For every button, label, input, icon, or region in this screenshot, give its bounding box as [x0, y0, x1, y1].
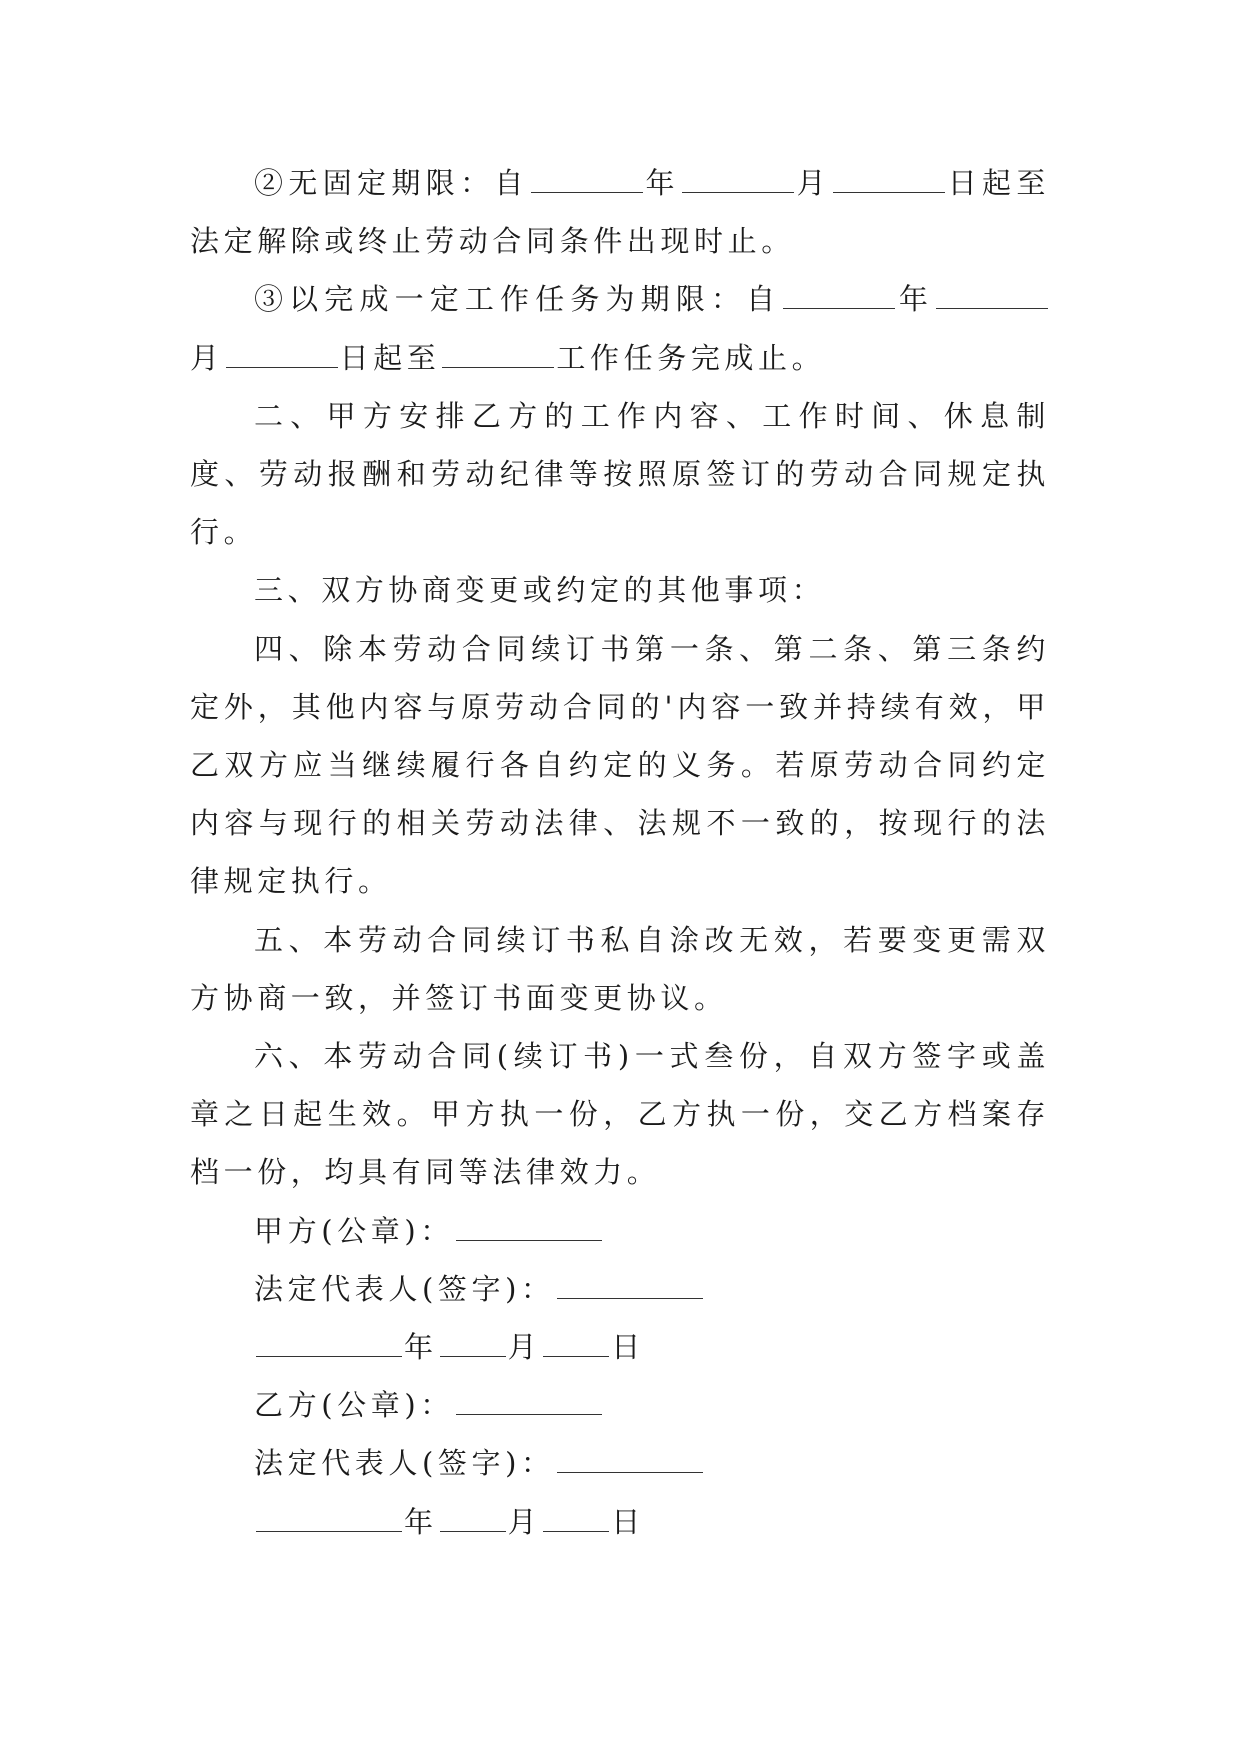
clause-task-term: [190, 270, 1050, 386]
party-b-seal-field: [456, 1390, 602, 1415]
day-label: 日: [611, 1504, 645, 1539]
blank-year-field: [531, 168, 643, 193]
party-b-rep-field: [557, 1448, 703, 1473]
date-year-field: [256, 1332, 402, 1357]
date-day-field: [543, 1332, 609, 1357]
party-a-date-line: [190, 1318, 1050, 1376]
blank-day-field: [833, 168, 945, 193]
party-b-seal-line: [190, 1376, 1050, 1434]
clause-task-term-suffix: 工作任务完成止。: [556, 340, 826, 375]
day-label: 日: [611, 1330, 645, 1365]
date-month-field: [440, 1507, 506, 1532]
party-b-date-line: [190, 1493, 1050, 1551]
month-label: 月: [507, 1330, 542, 1365]
blank-month-field: [682, 168, 794, 193]
party-a-seal-label: 甲方(公章)：: [254, 1213, 454, 1248]
blank-year-field: [783, 284, 895, 309]
party-a-rep-field: [557, 1274, 703, 1299]
party-a-seal-field: [456, 1216, 602, 1241]
party-b-rep-label: 法定代表人(签字)：: [254, 1446, 555, 1481]
blank-month-field: [936, 284, 1048, 309]
party-a-rep-line: [190, 1260, 1050, 1318]
year-label: 年: [404, 1504, 438, 1539]
clause-task-term-prefix: ③以完成一定工作任务为期限：自: [254, 282, 782, 317]
article-5: 五、本劳动合同续订书私自涂改无效，若要变更需双方协商一致，并签订书面变更协议。: [190, 922, 1050, 1015]
month-label: 月: [190, 340, 224, 375]
clause-open-term-suffix: 日起至法定解除或终止劳动合同条件出现时止。: [190, 166, 1050, 259]
clause-open-term: [190, 154, 1050, 270]
year-label: 年: [644, 166, 680, 200]
article-2: 二、甲方安排乙方的工作内容、工作时间、休息制度、劳动报酬和劳动纪律等按照原签订的劳动合同规定执行。: [190, 398, 1050, 550]
document-body: [190, 154, 1050, 1551]
clause-task-term-mid: 日起至: [339, 340, 441, 375]
article-6: 六、本劳动合同(续订书)一式叁份，自双方签字或盖章之日起生效。甲方执一份，乙方执一份，交乙方档案存档一份，均具有同等法律效力。: [190, 1039, 1050, 1190]
date-day-field: [543, 1507, 609, 1532]
article-3: 三、双方协商变更或约定的其他事项：: [254, 573, 826, 608]
date-year-field: [256, 1507, 402, 1532]
month-label: 月: [795, 166, 831, 200]
party-a-rep-label: 法定代表人(签字)：: [254, 1271, 555, 1306]
month-label: 月: [507, 1504, 542, 1539]
blank-day-field: [226, 343, 338, 368]
date-month-field: [440, 1332, 506, 1357]
party-b-rep-line: [190, 1434, 1050, 1492]
year-label: 年: [897, 282, 934, 317]
blank-task-field: [442, 343, 554, 368]
clause-open-term-prefix: ②无固定期限：自: [254, 166, 529, 200]
year-label: 年: [404, 1330, 438, 1365]
party-a-seal-line: [190, 1202, 1050, 1260]
party-b-seal-label: 乙方(公章)：: [254, 1388, 454, 1423]
article-4: 四、除本劳动合同续订书第一条、第二条、第三条约定外，其他内容与原劳动合同的'内容一致并持续有效，甲乙双方应当继续履行各自约定的义务。若原劳动合同约定内容与现行的相关劳动法律、法规不一致的，按现行的法律规定执行。: [190, 631, 1050, 899]
